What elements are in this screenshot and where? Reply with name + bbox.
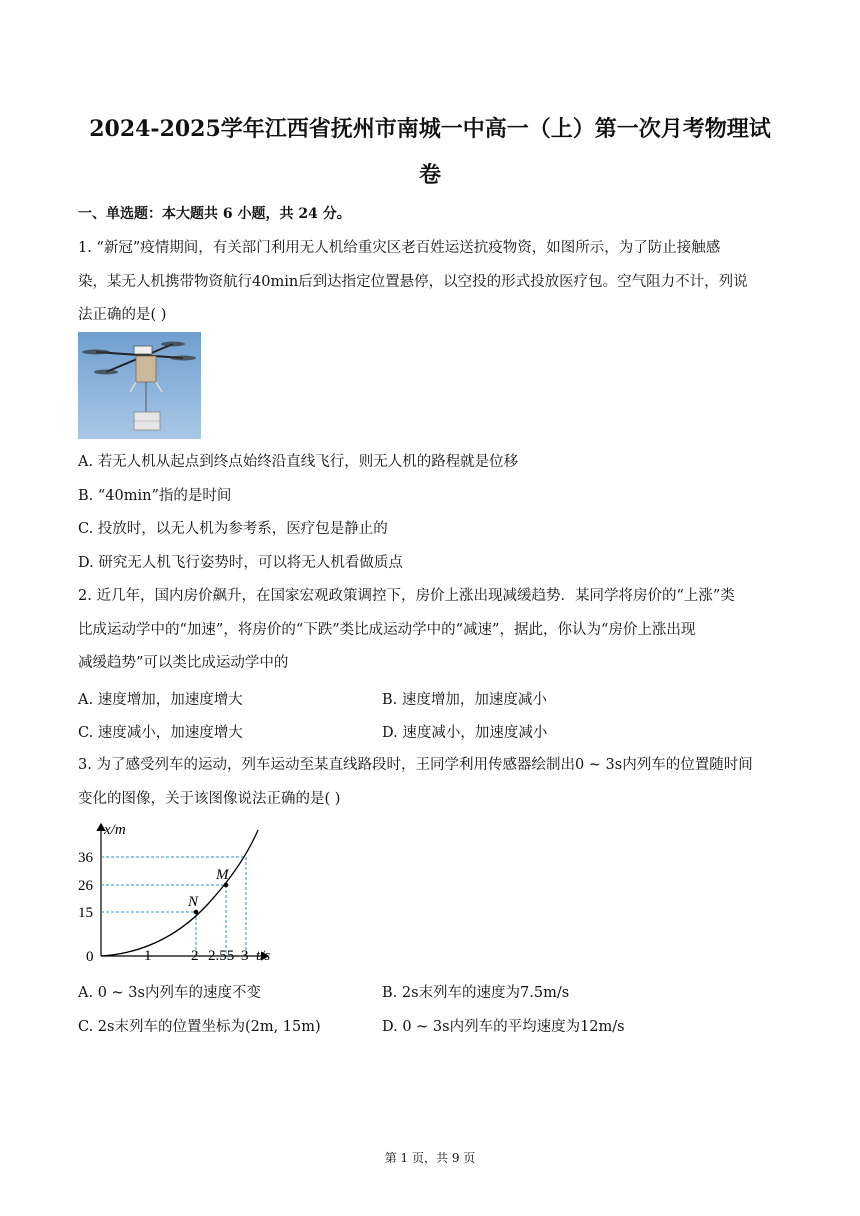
label-m: M: [216, 867, 229, 883]
drone-illustration: [78, 332, 201, 439]
y-axis-label: x/m: [104, 822, 126, 838]
q1-option-c: C. 投放时，以无人机为参考系，医疗包是静止的: [78, 521, 388, 537]
page-footer: 第 1 页，共 9 页: [384, 1151, 476, 1165]
q2-option-a: A. 速度增加，加速度增大: [78, 692, 243, 708]
x-tick-1: 1: [144, 948, 152, 964]
q2-stem-line1: 2. 近几年，国内房价飙升，在国家宏观政策调控下，房价上涨出现减缓趋势．某同学将房价的“上涨”类: [78, 588, 735, 604]
x-tick-2-55: 2.55: [208, 948, 235, 964]
xt-graph-svg: [78, 816, 288, 966]
q3-option-b: B. 2s末列车的速度为7.5m/s: [382, 985, 570, 1001]
q2-stem-line3: 减缓趋势”可以类比成运动学中的: [78, 655, 289, 671]
section-heading: 一、单选题：本大题共 6 小题，共 24 分。: [78, 206, 351, 222]
y-tick-26: 26: [78, 878, 93, 894]
q2-option-d: D. 速度减小，加速度减小: [382, 725, 548, 741]
question-3-stem: [78, 749, 778, 816]
page-title-line2: 卷: [418, 162, 441, 188]
y-tick-36: 36: [78, 850, 93, 866]
x-tick-2: 2: [191, 948, 199, 964]
x-axis-label: t/s: [256, 948, 271, 964]
q1-stem-line1: 1. “新冠”疫情期间，有关部门利用无人机给重灾区老百姓运送抗疫物资，如图所示，为了防止接触感: [78, 240, 721, 256]
question-1-stem: [78, 232, 778, 333]
q2-stem-line2: 比成运动学中的“加速”，将房价的“下跌”类比成运动学中的“减速”，据此，你认为“房价上涨出现: [78, 621, 696, 638]
q3-option-c: C. 2s末列车的位置坐标为(2m, 15m): [78, 1019, 321, 1035]
q1-stem-line3: 法正确的是( ): [78, 307, 167, 323]
point-n: [194, 910, 199, 915]
origin-label: 0: [86, 949, 94, 965]
y-tick-15: 15: [78, 905, 93, 921]
q1-option-d: D. 研究无人机飞行姿势时，可以将无人机看做质点: [78, 555, 403, 571]
drone-photo: [78, 332, 201, 439]
q2-option-c: C. 速度减小，加速度增大: [78, 725, 243, 741]
q3-option-d: D. 0 ~ 3s内列车的平均速度为12m/s: [382, 1019, 625, 1035]
q3-stem-line1: 3. 为了感受列车的运动，列车运动至某直线路段时，王同学利用传感器绘制出0 ~ 3s内列车的位置随时间: [78, 757, 753, 773]
q3-stem-line2: 变化的图像，关于该图像说法正确的是( ): [78, 790, 341, 807]
q1-stem-line2: 染，某无人机携带物资航行40min后到达指定位置悬停，以空投的形式投放医疗包。空气阻力不计，列说: [78, 273, 748, 290]
x-tick-3: 3: [241, 948, 249, 964]
point-m: [224, 883, 229, 888]
q3-option-a: A. 0 ~ 3s内列车的速度不变: [78, 985, 261, 1001]
position-curve: [101, 830, 258, 956]
page-title-line1: 2024-2025学年江西省抚州市南城一中高一（上）第一次月考物理试: [89, 116, 771, 142]
label-n: N: [188, 894, 199, 910]
q1-option-a: A. 若无人机从起点到终点始终沿直线飞行，则无人机的路程就是位移: [78, 454, 519, 470]
q1-option-b: B. “40min”指的是时间: [78, 488, 232, 504]
question-2-stem: [78, 580, 778, 681]
q2-option-b: B. 速度增加，加速度减小: [382, 692, 547, 708]
xt-graph: [78, 816, 288, 966]
